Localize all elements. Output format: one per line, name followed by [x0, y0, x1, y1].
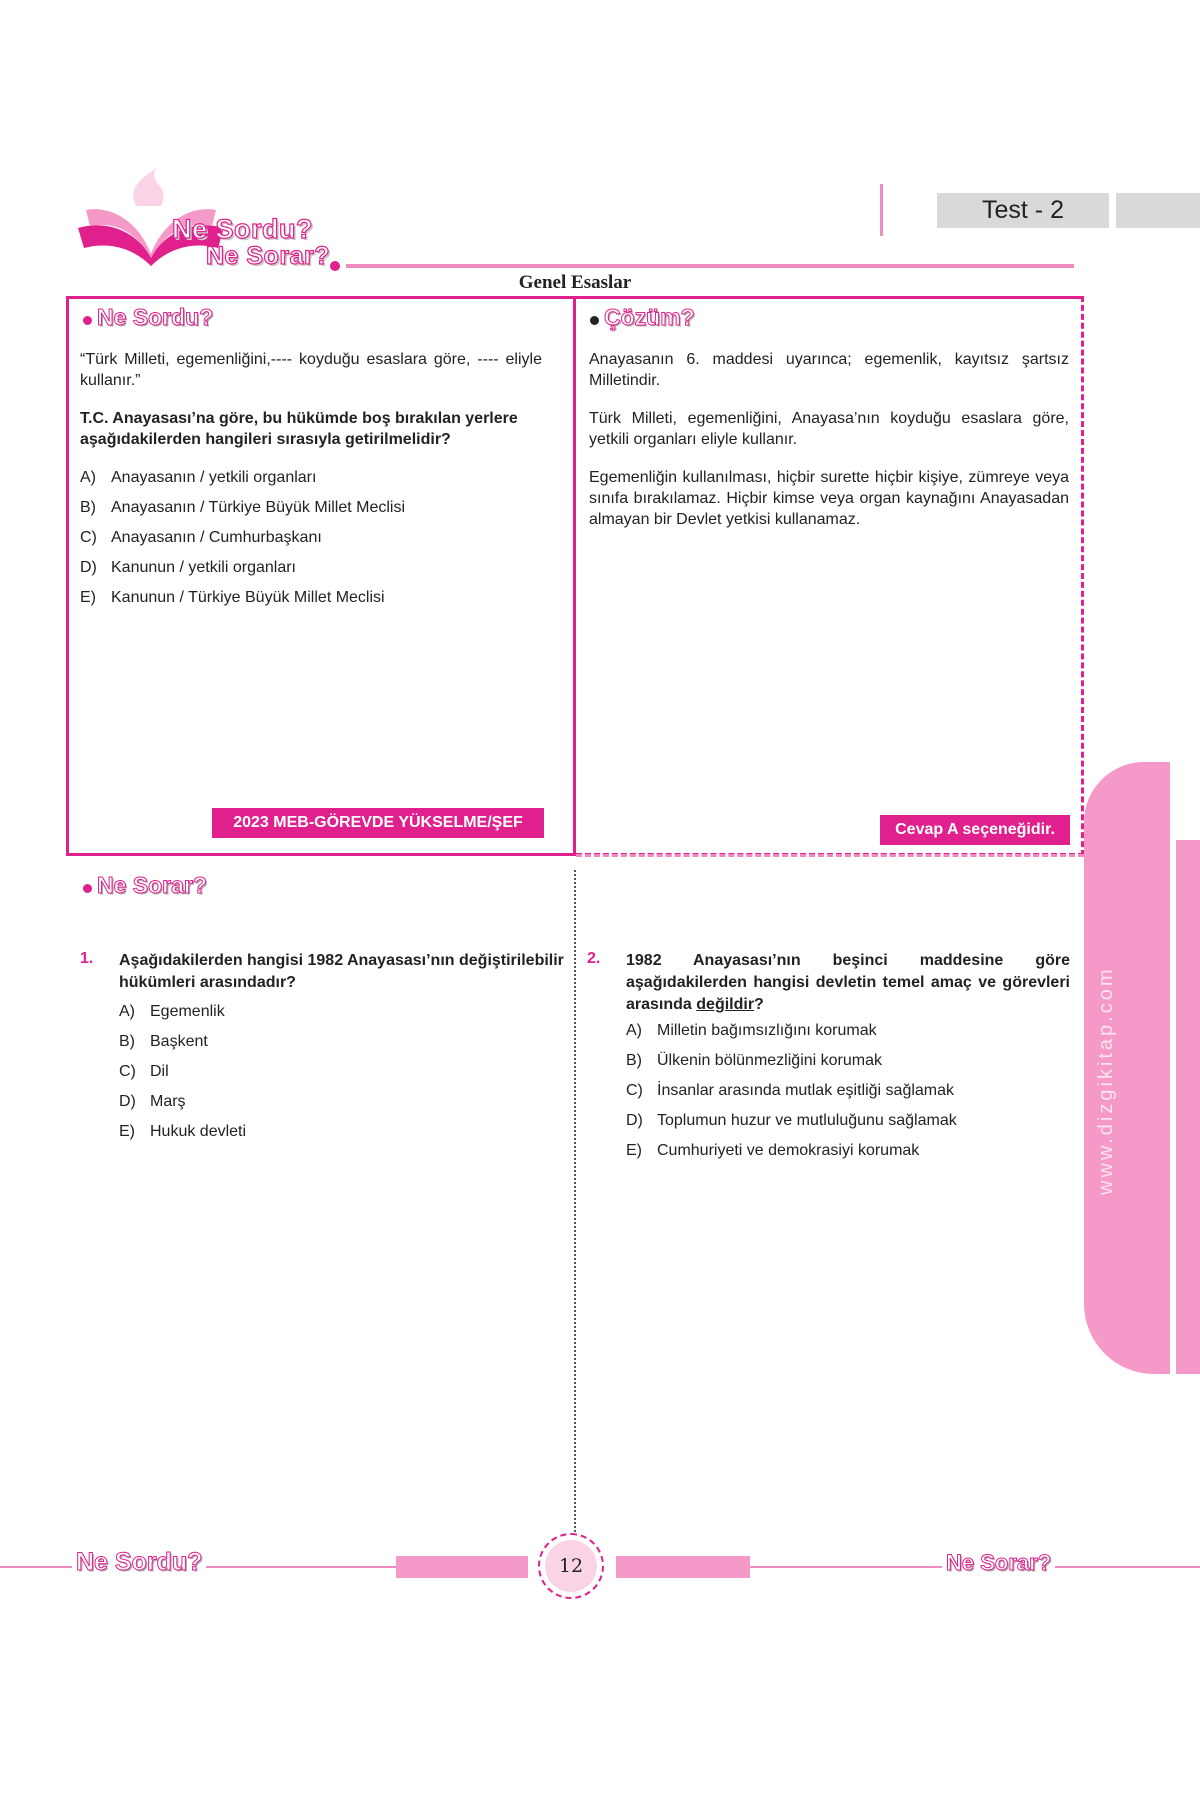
answer-tag: Cevap A seçeneğidir. — [880, 815, 1070, 845]
ne-sordu-badge-text: Ne Sordu? — [97, 304, 214, 330]
option-list — [80, 467, 542, 608]
question-quote: “Türk Milleti, egemenliğini,---- koyduğu esaslara göre, ---- eliyle kullanır.” — [80, 351, 542, 389]
cozum-badge-text: Çözüm? — [604, 304, 695, 330]
option-b[interactable]: B) Ülkenin bölünmezliğini korumak — [626, 1052, 882, 1069]
option-e[interactable]: E) Cumhuriyeti ve demokrasiyi korumak — [626, 1142, 920, 1159]
bullet-icon — [83, 316, 92, 325]
solution-paragraph-1: Anayasanın 6. maddesi uyarınca; egemenlik, kayıtsız şartsız Milletindir. — [589, 351, 1069, 389]
option-c[interactable]: C) Dil — [119, 1063, 169, 1080]
ne-sorar-badge — [83, 872, 207, 899]
question-number: 1. — [80, 950, 94, 967]
test-label: Test - 2 — [937, 193, 1109, 228]
page-number: 12 — [545, 1540, 597, 1592]
ne-sordu-content — [80, 349, 542, 617]
test-label-tail — [1116, 193, 1200, 228]
cozum-content — [589, 349, 1069, 530]
ne-sorar-badge-text: Ne Sorar? — [97, 872, 207, 898]
emphasis-underline: değildir — [696, 996, 755, 1013]
question-text: Aşağıdakilerden hangisi 1982 Anayasası’nın değiştirilebilir hükümleri arasındadır? — [119, 952, 564, 991]
option-list — [119, 1001, 564, 1142]
option-a[interactable]: A) Anayasanın / yetkili organları — [80, 469, 317, 486]
website-url: www.dizgikitap.com — [1095, 966, 1117, 1195]
column-divider — [574, 870, 576, 1532]
option-c[interactable]: C) Anayasanın / Cumhurbaşkanı — [80, 529, 322, 546]
header-dot — [330, 261, 340, 271]
option-a[interactable]: A) Egemenlik — [119, 1003, 225, 1020]
logo-text-ne-sordu: Ne Sordu? — [172, 214, 314, 244]
option-a[interactable]: A) Milletin bağımsızlığını korumak — [626, 1022, 877, 1039]
option-d[interactable]: D) Marş — [119, 1093, 186, 1110]
option-c[interactable]: C) İnsanlar arasında mutlak eşitliği sağlamak — [626, 1082, 955, 1099]
logo — [76, 166, 346, 276]
solution-paragraph-2: Türk Milleti, egemenliğini, Anayasa’nın koyduğu esaslara göre, yetkili organları eliyle kullanır. — [589, 410, 1069, 448]
option-d[interactable]: D) Kanunun / yetkili organları — [80, 559, 296, 576]
question-2 — [587, 950, 1070, 1170]
cozum-badge — [590, 304, 695, 331]
ne-sordu-badge — [83, 304, 213, 331]
header-rule — [346, 264, 1074, 268]
section-title: Genel Esaslar — [518, 272, 632, 293]
question-stem: T.C. Anayasası’na göre, bu hükümde boş bırakılan yerlere aşağıdakilerden hangileri sırasıyla getirilmelidir? — [80, 410, 518, 448]
header-divider — [880, 184, 883, 236]
option-d[interactable]: D) Toplumun huzur ve mutluluğunu sağlamak — [626, 1112, 957, 1129]
footer-label-ne-sorar: Ne Sorar? — [942, 1550, 1055, 1576]
footer-label-ne-sordu: Ne Sordu? — [72, 1548, 206, 1577]
footer-bar-left — [396, 1556, 528, 1578]
question-1 — [80, 950, 564, 1151]
page-number-badge — [538, 1533, 604, 1599]
question-text: 1982 Anayasası’nın beşinci maddesine göre aşağıdakilerden hangisi devletin temel amaç ve görevleri arasında değildir? — [626, 952, 1070, 1013]
section-divider — [576, 854, 1084, 857]
exam-source-tag: 2023 MEB-GÖREVDE YÜKSELME/ŞEF — [212, 808, 544, 838]
footer-bar-right — [616, 1556, 750, 1578]
option-list — [626, 1020, 1070, 1161]
bullet-icon — [83, 884, 92, 893]
bullet-icon — [590, 316, 599, 325]
side-bar — [1176, 840, 1200, 1374]
logo-text-ne-sorar: Ne Sorar? — [206, 242, 330, 270]
option-b[interactable]: B) Anayasanın / Türkiye Büyük Millet Meclisi — [80, 499, 406, 516]
option-b[interactable]: B) Başkent — [119, 1033, 208, 1050]
question-number: 2. — [587, 950, 601, 967]
option-e[interactable]: E) Kanunun / Türkiye Büyük Millet Meclisi — [80, 589, 385, 606]
option-e[interactable]: E) Hukuk devleti — [119, 1123, 247, 1140]
solution-paragraph-3: Egemenliğin kullanılması, hiçbir surette hiçbir kişiye, zümreye veya sınıfa bırakılamaz. Hiçbir kimse veya organ kaynağını Anayasadan almayan bir Devlet yetkisi kullanamaz. — [589, 469, 1069, 528]
